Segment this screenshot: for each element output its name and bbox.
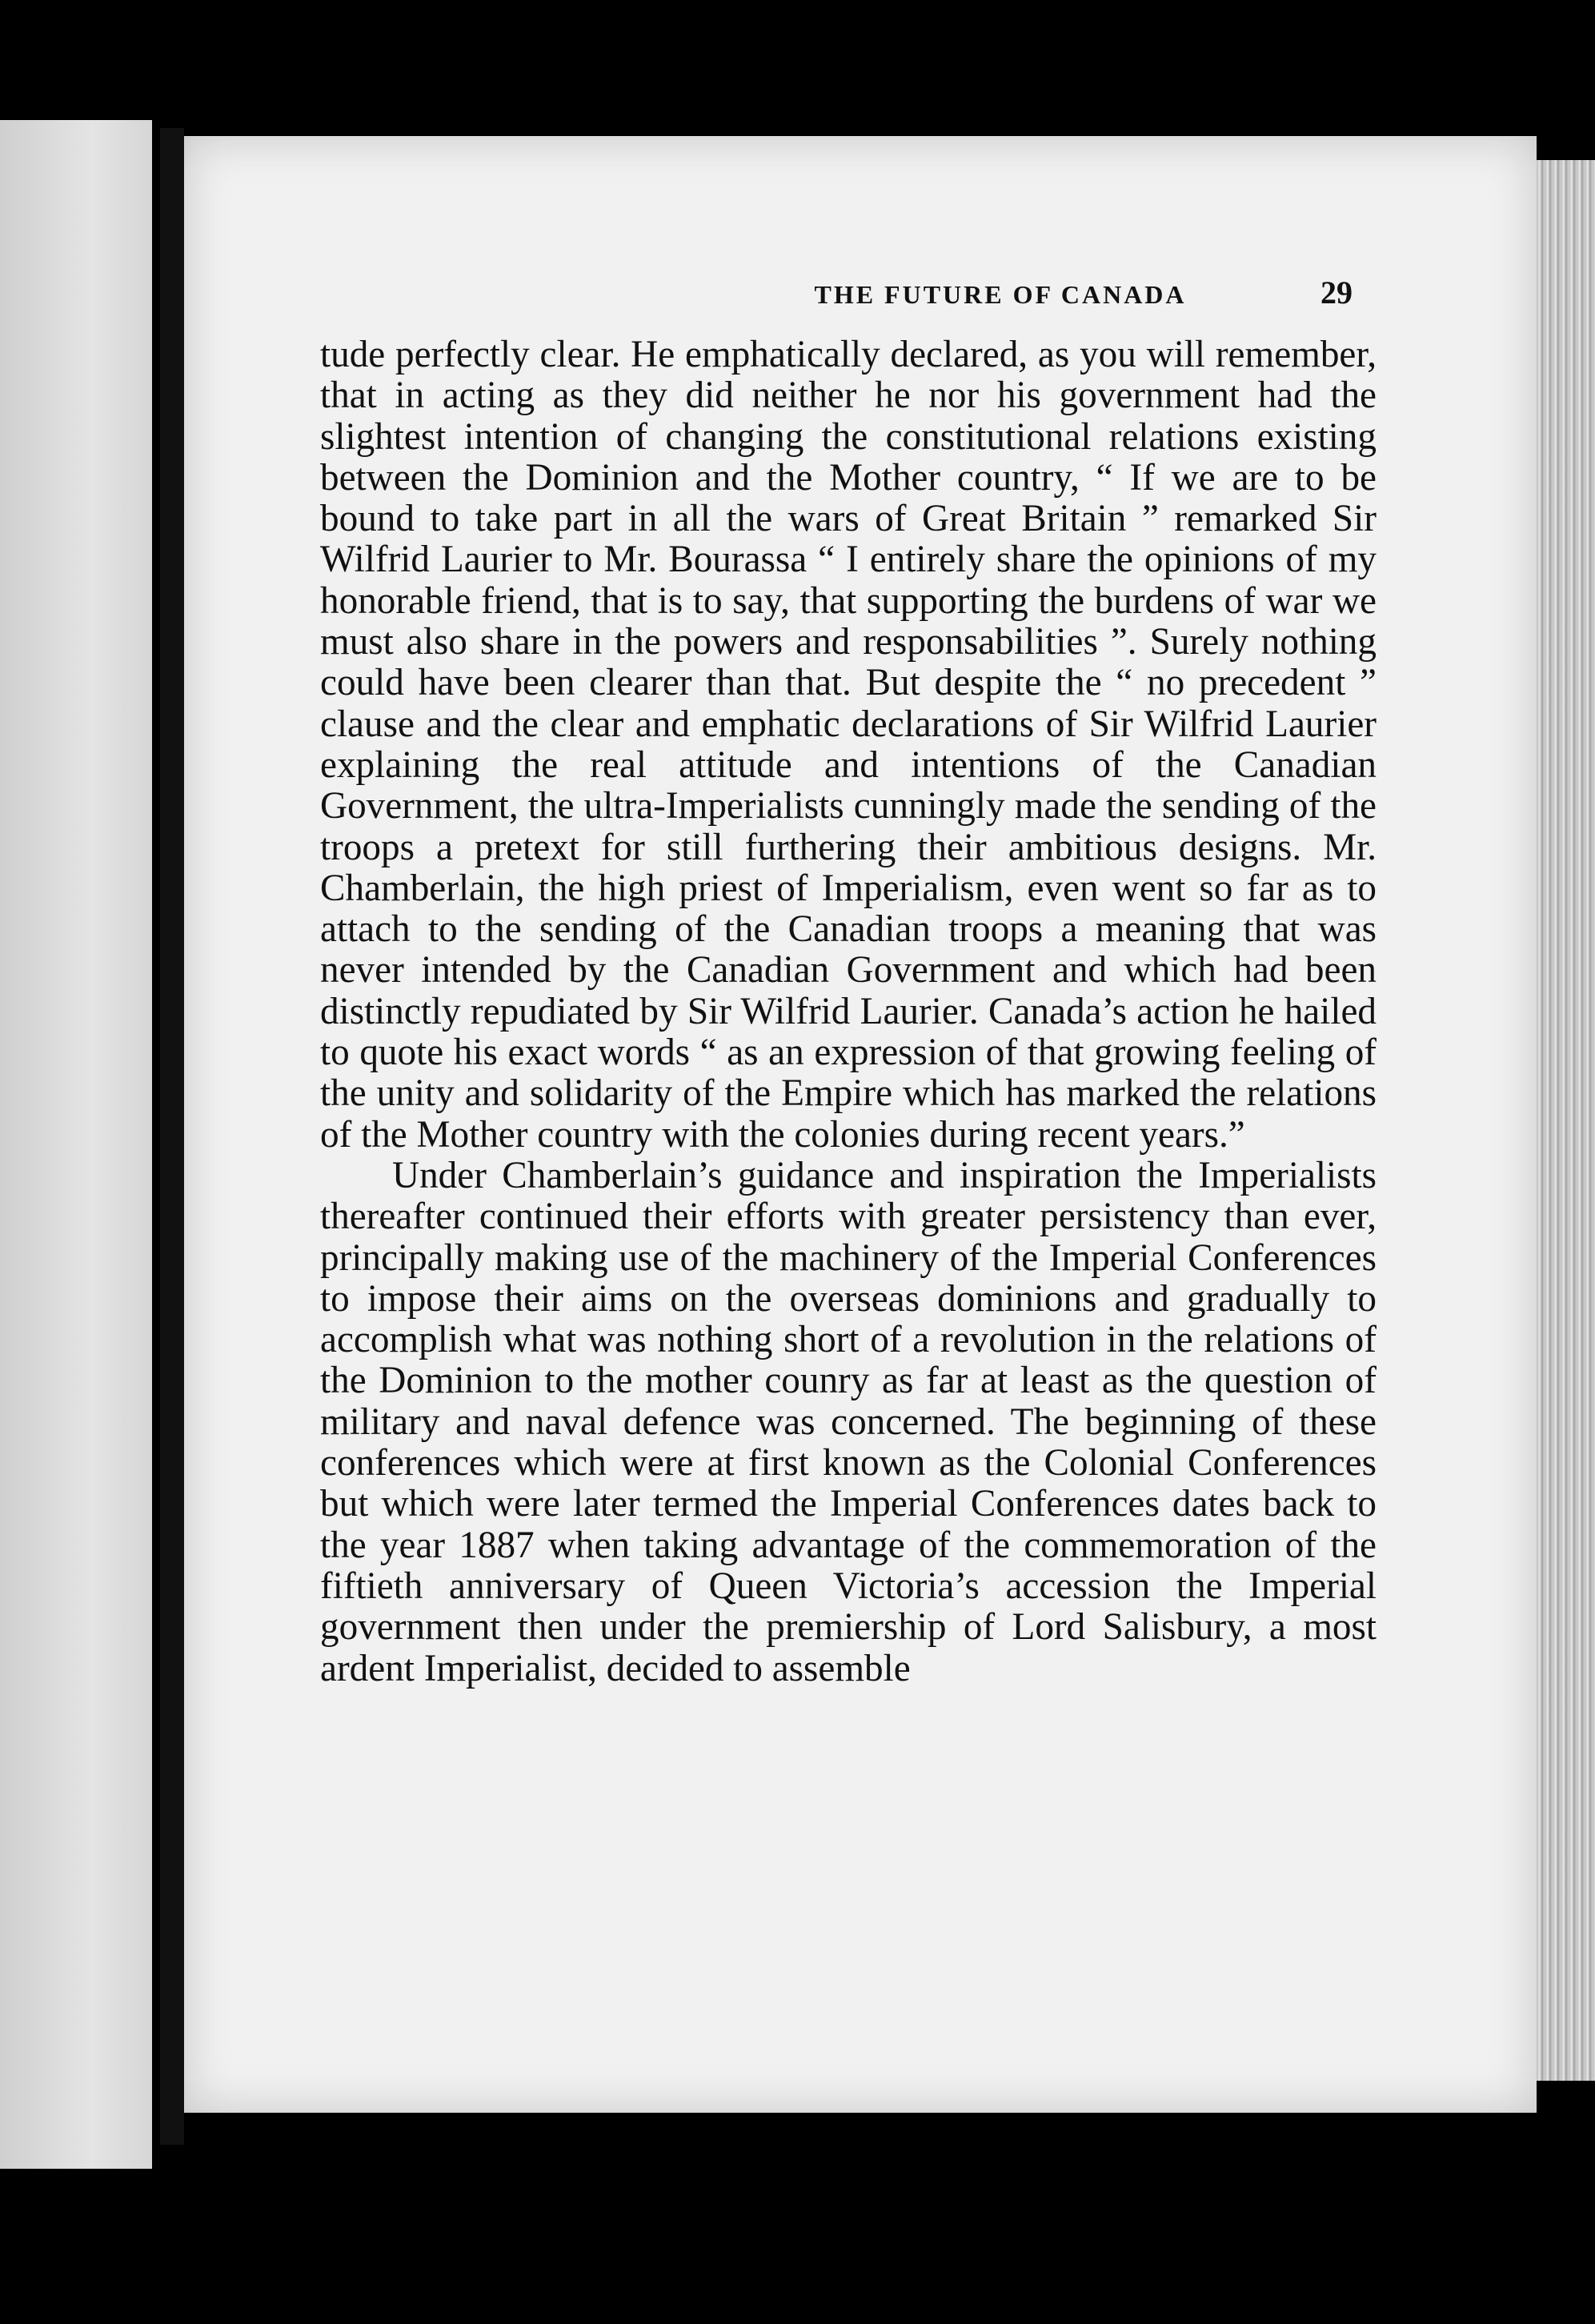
book-binding [160,128,184,2145]
paragraph: Under Chamberlain’s guidance and inspiration the Imperialists thereafter continued their efforts with greater persistency than ever, principally making use of the machinery of the Imperial Conferences to impose their aims on the overseas dominions and gradually to accomplish what was nothing short of a revolution in the relations of the Dominion to the mother counry as far at least as the question of military and naval defence was concerned. The beginning of these conferences which were at first known as the Colonial Conferences but which were later termed the Imperial Conferences dates back to the year 1887 when taking advantage of the commemoration of the fiftieth anniversary of Queen Victoria’s accession the Imperial government then under the premiership of Lord Salisbury, a most ardent Imperialist, decided to assemble [320,1154,1377,1689]
body-text [320,335,1377,1689]
paragraph: tude perfectly clear. He emphatically declared, as you will remember, that in acting as they did neither he nor his government had the slightest intention of changing the constitutional relations existing between the Dominion and the Mother country, “ If we are to be bound to take part in all the wars of Great Britain ” remarked Sir Wilfrid Laurier to Mr. Bourassa “ I entirely share the opinions of my honorable friend, that is to say, that supporting the burdens of war we must also share in the powers and responsabilities ”. Surely nothing could have been clearer than that. But despite the “ no precedent ” clause and the clear and emphatic declarations of Sir Wilfrid Laurier explaining the real attitude and intentions of the Canadian Government, the ultra-Imperialists cunningly made the sending of the troops a pretext for still furthering their ambitious designs. Mr. Chamberlain, the high priest of Imperialism, even went so far as to attach to the sending of the Canadian troops a meaning that was never intended by the Canadian Government and which had been distinctly repudiated by Sir Wilfrid Laurier. Canada’s action he hailed to quote his exact words “ as an expression of that growing feeling of the unity and solidarity of the Empire which has marked the relations of the Mother country with the colonies during recent years.” [320,334,1377,1156]
running-head: THE FUTURE OF CANADA [814,280,1187,309]
book-page [184,136,1537,2113]
page-stack-edge [1537,160,1595,2081]
page-number: 29 [1320,274,1353,311]
facing-page-edge [0,120,152,2169]
